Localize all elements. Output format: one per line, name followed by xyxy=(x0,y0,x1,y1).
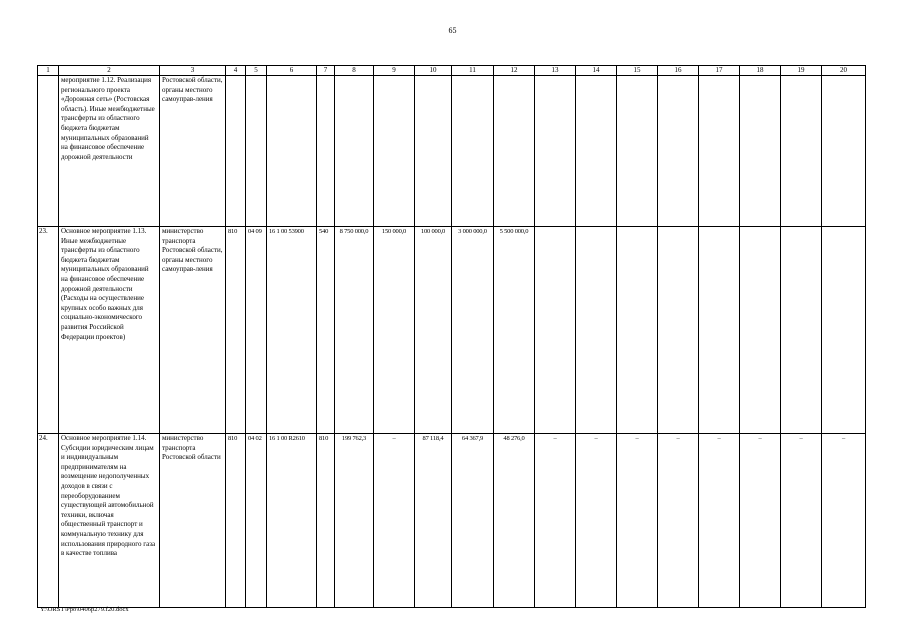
table-cell-c5: 04 09 xyxy=(246,227,267,434)
table-cell-c8: 199 762,3 xyxy=(335,434,374,608)
table-cell-c17 xyxy=(699,227,740,434)
table-cell-c10: 87 118,4 xyxy=(415,434,452,608)
column-header: 7 xyxy=(317,66,335,76)
table-cell-c7 xyxy=(317,76,335,227)
column-header: 1 xyxy=(38,66,59,76)
table-cell-c15 xyxy=(617,76,658,227)
table-cell-c12 xyxy=(494,76,535,227)
table-cell-c8 xyxy=(335,76,374,227)
table-cell-c19 xyxy=(781,76,822,227)
table-cell-name: мероприятие 1.12. Реализация регионального проекта «Дорожная сеть» (Ростовская область). Иные межбюджетные трансферты из областного бюджета бюджетам муниципальных образований на финансовое обеспечение дорожной деятельности xyxy=(59,76,160,227)
table-cell-c9: – xyxy=(374,434,415,608)
table-cell-c17 xyxy=(699,76,740,227)
table-cell-c4: 810 xyxy=(226,227,246,434)
table-cell-c5 xyxy=(246,76,267,227)
table-cell-executor: министерство транспорта Ростовской области, органы местного самоуправ-ления xyxy=(160,227,226,434)
column-header: 15 xyxy=(617,66,658,76)
table-cell-c20: – xyxy=(822,434,866,608)
column-header: 8 xyxy=(335,66,374,76)
table-cell-c11 xyxy=(452,76,494,227)
table-cell-c8: 8 750 000,0 xyxy=(335,227,374,434)
table-cell-c9 xyxy=(374,76,415,227)
table-cell-c6: 16 1 00 53900 xyxy=(267,227,317,434)
column-header: 9 xyxy=(374,66,415,76)
table-cell-c17: – xyxy=(699,434,740,608)
table-cell-c9: 150 000,0 xyxy=(374,227,415,434)
table-cell-c15: – xyxy=(617,434,658,608)
table-cell-no xyxy=(38,76,59,227)
table-cell-c11: 64 367,9 xyxy=(452,434,494,608)
column-header: 20 xyxy=(822,66,866,76)
table-cell-c19 xyxy=(781,227,822,434)
table-cell-c11: 3 000 000,0 xyxy=(452,227,494,434)
table-cell-c13: – xyxy=(535,434,576,608)
table-cell-c4 xyxy=(226,76,246,227)
table-cell-c4: 810 xyxy=(226,434,246,608)
table-cell-c18 xyxy=(740,227,781,434)
table-cell-c14 xyxy=(576,227,617,434)
table-cell-c20 xyxy=(822,76,866,227)
table-cell-c10 xyxy=(415,76,452,227)
column-header: 16 xyxy=(658,66,699,76)
table-cell-c12: 5 500 000,0 xyxy=(494,227,535,434)
table-cell-c18: – xyxy=(740,434,781,608)
table-cell-c14 xyxy=(576,76,617,227)
column-header: 12 xyxy=(494,66,535,76)
table-cell-c15 xyxy=(617,227,658,434)
table-cell-no: 23. xyxy=(38,227,59,434)
column-header: 11 xyxy=(452,66,494,76)
table-cell-c7: 540 xyxy=(317,227,335,434)
table-row xyxy=(38,227,866,434)
table-cell-c14: – xyxy=(576,434,617,608)
table-cell-c13 xyxy=(535,76,576,227)
table-row xyxy=(38,434,866,608)
file-path-footer: Y:\ORST\Ppo\0406p279.f20.docx xyxy=(40,606,129,613)
column-header: 19 xyxy=(781,66,822,76)
column-header: 6 xyxy=(267,66,317,76)
table-cell-executor: министерство транспорта Ростовской области xyxy=(160,434,226,608)
table-cell-c6: 16 1 00 R2610 xyxy=(267,434,317,608)
table-cell-c16 xyxy=(658,76,699,227)
table-cell-c6 xyxy=(267,76,317,227)
table-cell-c5: 04 02 xyxy=(246,434,267,608)
table-cell-c20 xyxy=(822,227,866,434)
table-cell-name: Основное мероприятие 1.14. Субсидии юридическим лицам и индивидуальным предпринимателям на возмещение недополученных доходов в связи с переоборудованием существующей автомобильной техники, включая общественный транспорт и коммунальную технику для использования природного газа в качестве топлива xyxy=(59,434,160,608)
table-cell-c19: – xyxy=(781,434,822,608)
table-cell-no: 24. xyxy=(38,434,59,608)
column-header: 4 xyxy=(226,66,246,76)
table-cell-name: Основное мероприятие 1.13. Иные межбюджетные трансферты из областного бюджета бюджетам муниципальных образований на финансовое обеспечение дорожной деятельности (Расходы на осуществление крупных особо важных для социально-экономического развития Российской Федерации проектов) xyxy=(59,227,160,434)
table-cell-c16 xyxy=(658,227,699,434)
table-row xyxy=(38,76,866,227)
column-header: 14 xyxy=(576,66,617,76)
column-header: 13 xyxy=(535,66,576,76)
program-table xyxy=(37,65,866,608)
column-header: 17 xyxy=(699,66,740,76)
column-header: 18 xyxy=(740,66,781,76)
column-header: 2 xyxy=(59,66,160,76)
table-cell-c7: 810 xyxy=(317,434,335,608)
table-cell-c13 xyxy=(535,227,576,434)
column-header: 10 xyxy=(415,66,452,76)
page-number: 65 xyxy=(448,26,457,35)
column-number-header-row xyxy=(38,66,866,76)
table-cell-c18 xyxy=(740,76,781,227)
column-header: 3 xyxy=(160,66,226,76)
table-cell-c16: – xyxy=(658,434,699,608)
column-header: 5 xyxy=(246,66,267,76)
table-cell-c10: 100 000,0 xyxy=(415,227,452,434)
table-cell-executor: Ростовской области, органы местного самоуправ-ления xyxy=(160,76,226,227)
table-cell-c12: 48 276,0 xyxy=(494,434,535,608)
